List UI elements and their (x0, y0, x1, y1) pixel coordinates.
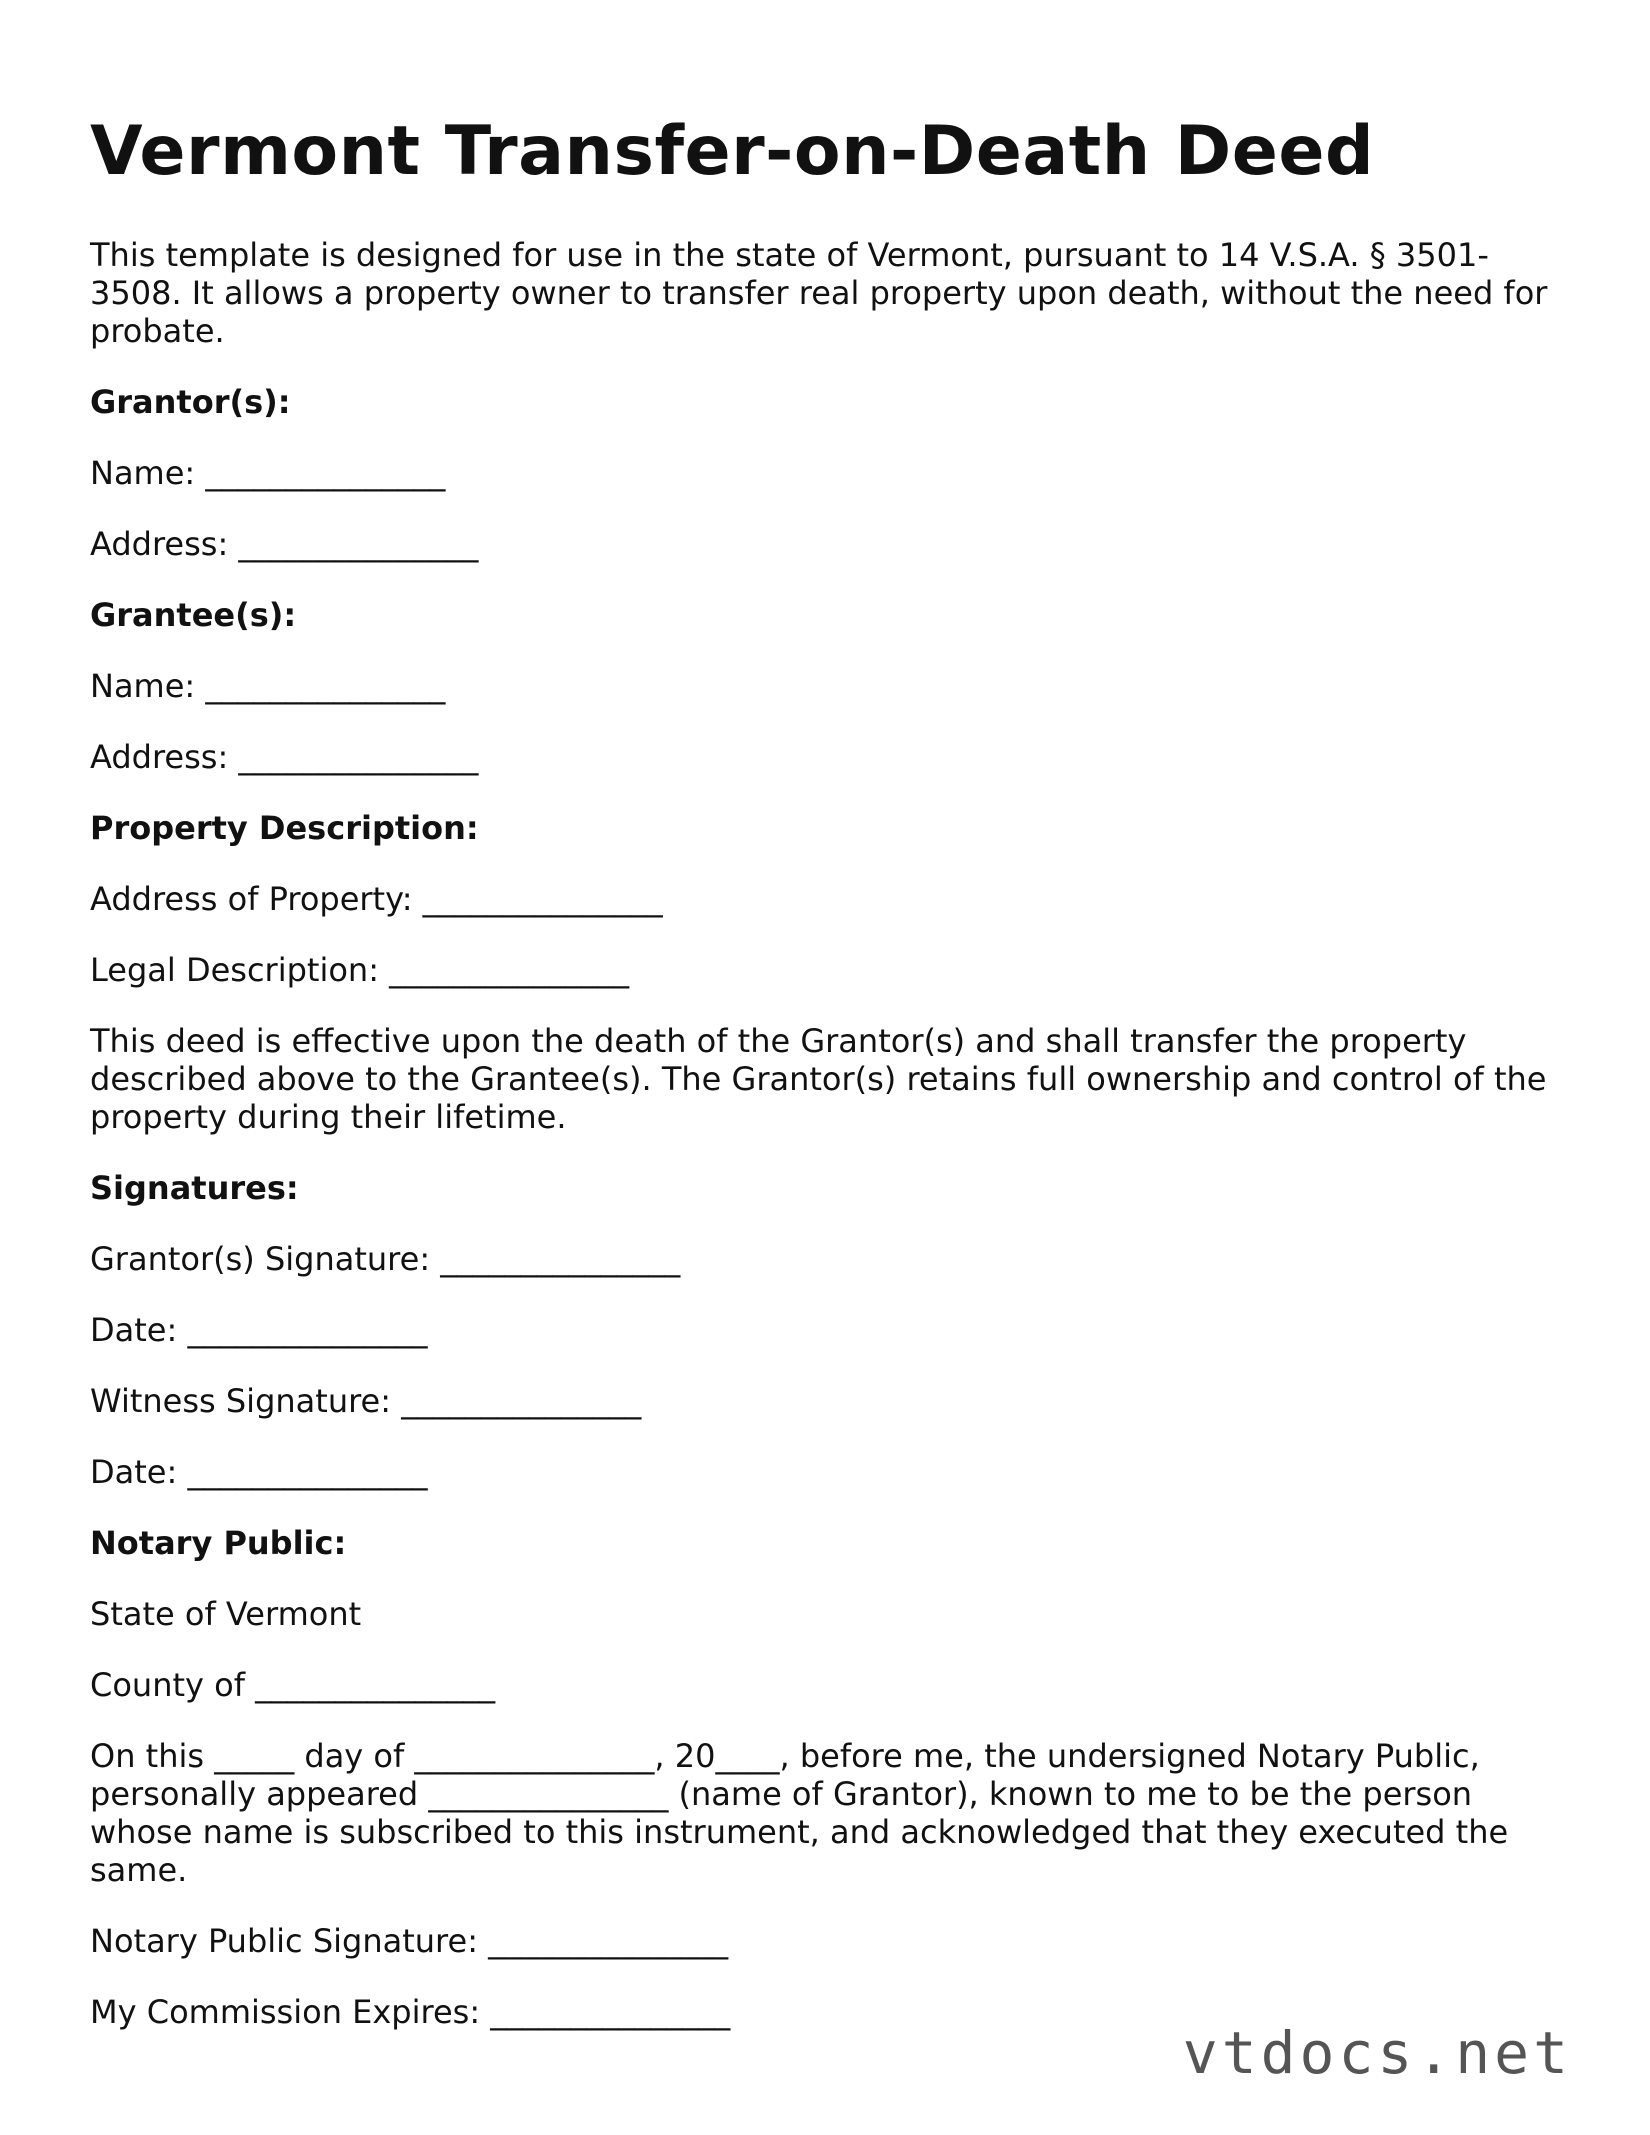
grantor-address-field: Address: _______________ (90, 525, 479, 563)
intro-paragraph: This template is designed for use in the state of Vermont, pursuant to 14 V.S.A. § 3501-3508. It allows a property owner to transfer real property upon death, without the need for probate. (90, 236, 1548, 350)
witness-signature-field: Witness Signature: _______________ (90, 1382, 642, 1420)
notary-acknowledgment: On this _____ day of _______________, 20____, before me, the undersigned Notary Public, personally appeared _______________ (name of Grantor), known to me to be the person whose name is subscribed to this instrument, and acknowledged that they executed the same. (90, 1737, 1509, 1889)
property-heading: Property Description: (90, 809, 479, 847)
grantor-signature-field: Grantor(s) Signature: _______________ (90, 1240, 681, 1278)
watermark: vtdocs.net (1182, 2019, 1572, 2087)
notary-signature-field: Notary Public Signature: _______________ (90, 1922, 729, 1960)
signatures-heading: Signatures: (90, 1169, 299, 1207)
grantee-name-field: Name: _______________ (90, 667, 446, 705)
property-address-field: Address of Property: _______________ (90, 880, 663, 918)
document-page (90, 112, 1570, 2064)
effect-paragraph: This deed is effective upon the death of the Grantor(s) and shall transfer the property described above to the Grantee(s). The Grantor(s) retains full ownership and control of the property during their lifetime. (90, 1022, 1547, 1136)
witness-date-field: Date: _______________ (90, 1453, 428, 1491)
grantor-date-field: Date: _______________ (90, 1311, 428, 1349)
document-title: Vermont Transfer-on-Death Deed (90, 112, 1375, 191)
grantor-heading: Grantor(s): (90, 383, 291, 421)
commission-expires-field: My Commission Expires: _______________ (90, 1993, 731, 2031)
grantee-address-field: Address: _______________ (90, 738, 479, 776)
notary-state: State of Vermont (90, 1595, 362, 1633)
notary-heading: Notary Public: (90, 1524, 347, 1562)
grantor-name-field: Name: _______________ (90, 454, 446, 492)
notary-county-field: County of _______________ (90, 1666, 496, 1704)
legal-description-field: Legal Description: _______________ (90, 951, 630, 989)
grantee-heading: Grantee(s): (90, 596, 297, 634)
